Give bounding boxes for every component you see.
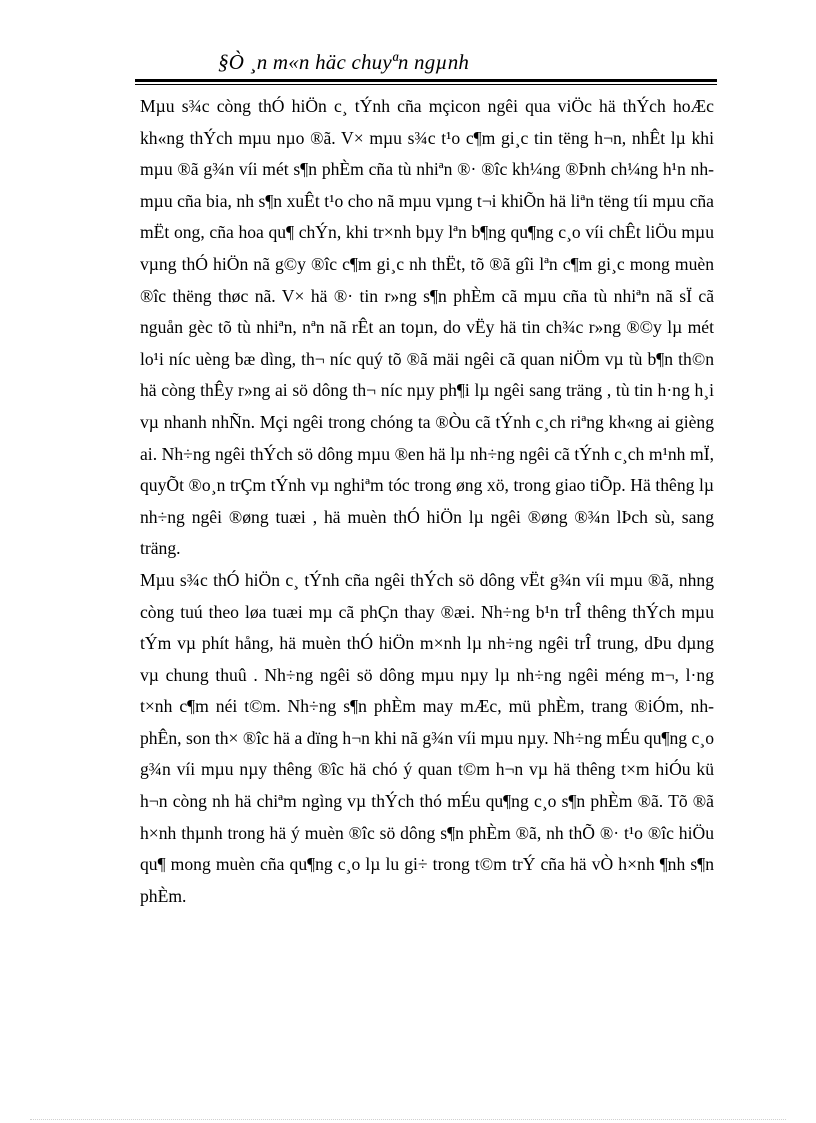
footer-dotted-line	[30, 1119, 786, 1120]
paragraph-1: Mµu s¾c còng thÓ hiÖn c¸ tÝnh cña mçicon ngêi qua viÖc hä thÝch hoÆc kh«ng thÝch mµu nµo ®ã. V× mµu s¾c t¹o c¶m gi¸c tin tëng h¬n, nhÊt lµ khi mµu ®ã g¾n víi mét s¶n phÈm cña tù nhiªn ®· ®îc kh¼ng ®Þnh ch¼ng h¹n nh mµu cña bia, nh s¶n xuÊt t¹o cho nã mµu vµng t¬i khiÕn hä liªn tëng tíi mµu cña mËt ong, cña hoa qu¶ chÝn, khi tr×nh bµy lªn b¶ng qu¶ng c¸o víi chÊt liÖu mµu vµng thÓ hiÖn nã g©y ®îc c¶m gi¸c nh thËt, tõ ®ã gîi lªn c¶m gi¸c mong muèn ®îc thëng thøc nã. V× hä ®· tin r»ng s¶n phÈm cã mµu cña tù nhiªn nã sÏ cã nguån gèc tõ tù nhiªn, nªn nã rÊt an toµn, do vËy hä tin ch¾c r»ng ®©y lµ mét lo¹i níc uèng bæ dìng, th¬ níc quý tõ ®ã mäi ngêi cã quan niÖm vµ tù b¶n th©n hä còng thÊy r»ng ai sö dông th¬ níc nµy ph¶i lµ ngêi sang träng , tù tin h·ng h¸i vµ nhanh nhÑn. Mçi ngêi trong chóng ta ®Òu cã tÝnh c¸ch riªng kh«ng ai gièng ai. Nh÷ng ngêi thÝch sö dông mµu ®en hä lµ nh÷ng ngêi cã tÝnh c¸ch m¹nh mÏ, quyÕt ®o¸n trÇm tÝnh vµ nghiªm tóc trong øng xö, trong giao tiÕp. Hä thêng lµ nh÷ng ngêi ®øng tuæi , hä muèn thÓ hiÖn lµ ngêi ®øng ®¾n lÞch sù, sang träng.	[140, 96, 714, 559]
paragraph-2: Mµu s¾c thÓ hiÖn c¸ tÝnh cña ngêi thÝch sö dông vËt g¾n víi mµu ®ã, nhng còng tuú theo løa tuæi mµ cã phÇn thay ®æi. Nh÷ng b¹n trÎ thêng thÝch mµu tÝm vµ phít hång, hä muèn thÓ hiÖn m×nh lµ nh÷ng ngêi trÎ trung, dÞu dµng vµ chung thuû . Nh÷ng ngêi sö dông mµu nµy lµ nh÷ng ngêi méng m¬, l·ng t×nh c¶m néi t©m. Nh÷ng s¶n phÈm may mÆc, mü phÈm, trang ®iÓm, nh phÊn, son th× ®îc hä a dïng h¬n khi nã g¾n víi mµu nµy. Nh÷ng mÉu qu¶ng c¸o g¾n víi mµu nµy thêng ®îc hä chó ý quan t©m h¬n vµ hä thêng t×m hiÓu kü h¬n còng nh hä chiªm ngìng vµ thÝch thó mÉu qu¶ng c¸o s¶n phÈm ®ã. Tõ ®ã h×nh thµnh trong hä ý muèn ®îc sö dông s¶n phÈm ®ã, nh thÕ ®· t¹o ®îc hiÖu qu¶ mong muèn cña qu¶ng c¸o lµ lu gi÷ trong t©m trÝ cña hä vÒ h×nh ¶nh s¶n phÈm.	[140, 569, 714, 906]
header-rule-thick	[135, 79, 717, 82]
header-rule-thin	[135, 84, 717, 85]
page-header-title: §Ò ¸n m«n häc chuyªn ngµnh	[218, 50, 470, 74]
body-text	[140, 91, 714, 912]
